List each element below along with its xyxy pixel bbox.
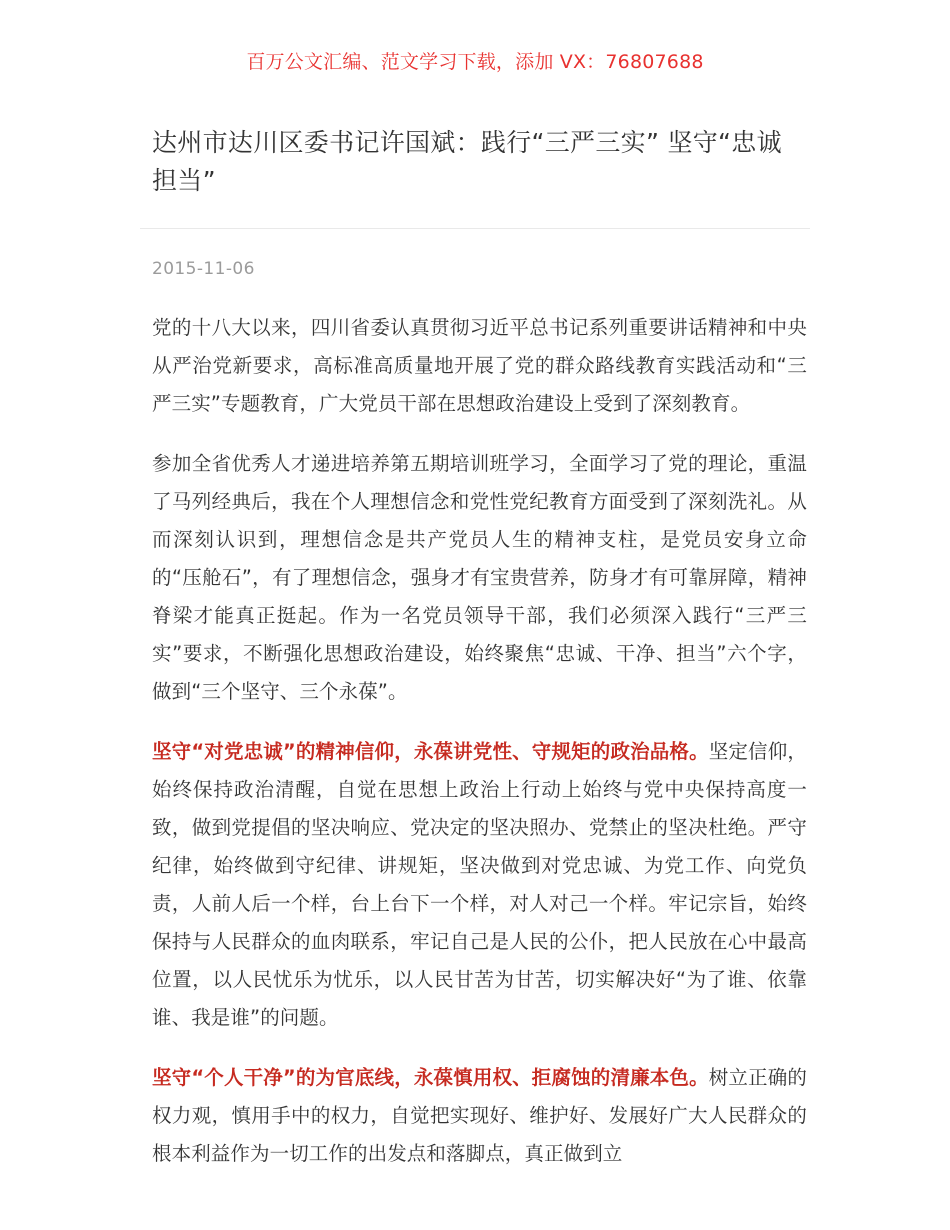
page-title: 达州市达川区委书记许国斌：践行“三严三实” 坚守“忠诚担当” — [152, 128, 782, 195]
paragraph-text: 坚定信仰，始终保持政治清醒，自觉在思想上政治上行动上始终与党中央保持高度一致，做到党提倡的坚决响应、党决定的坚决照办、党禁止的坚决杜绝。严守纪律，始终做到守纪律、讲规矩，坚决做到对党忠诚、为党工作、向党负责，人前人后一个样，台上台下一个样，对人对己一个样。牢记宗旨，始终保持与人民群众的血肉联系，牢记自己是人民的公仆，把人民放在心中最高位置，以人民忧乐为忧乐，以人民甘苦为甘苦，切实解决好“为了谁、依靠谁、我是谁”的问题。 — [152, 740, 807, 1029]
paragraph-lead: 坚守“个人干净”的为官底线，永葆慎用权、拒腐蚀的清廉本色。 — [152, 1066, 709, 1089]
paragraph-1 — [152, 309, 807, 423]
paragraph-text: 树立正确的权力观，慎用手中的权力，自觉把实现好、维护好、发展好广大人民群众的根本利益作为一切工作的出发点和落脚点，真正做到立 — [152, 1066, 807, 1165]
title-divider — [140, 228, 810, 229]
publish-date: 2015-11-06 — [152, 259, 255, 279]
paragraph-text: 党的十八大以来，四川省委认真贯彻习近平总书记系列重要讲话精神和中央从严治党新要求，高标准高质量地开展了党的群众路线教育实践活动和“三严三实”专题教育，广大党员干部在思想政治建设上受到了深刻教育。 — [152, 316, 807, 415]
paragraph-2 — [152, 445, 807, 711]
promo-text: 百万公文汇编、范文学习下载，添加 VX：76807688 — [246, 51, 704, 73]
paragraph-lead: 坚守“对党忠诚”的精神信仰，永葆讲党性、守规矩的政治品格。 — [152, 740, 709, 763]
article-container — [0, 76, 950, 1173]
promo-banner — [0, 0, 950, 76]
paragraph-3 — [152, 733, 807, 1037]
paragraph-text: 参加全省优秀人才递进培养第五期培训班学习，全面学习了党的理论，重温了马列经典后，我在个人理想信念和党性党纪教育方面受到了深刻洗礼。从而深刻认识到，理想信念是共产党员人生的精神支柱，是党员安身立命的“压舱石”，有了理想信念，强身才有宝贵营养，防身才有可靠屏障，精神脊梁才能真正挺起。作为一名党员领导干部，我们必须深入践行“三严三实”要求，不断强化思想政治建设，始终聚焦“忠诚、干净、担当”六个字，做到“三个坚守、三个永葆”。 — [152, 452, 807, 703]
article-body — [152, 309, 807, 1173]
paragraph-4 — [152, 1059, 807, 1173]
